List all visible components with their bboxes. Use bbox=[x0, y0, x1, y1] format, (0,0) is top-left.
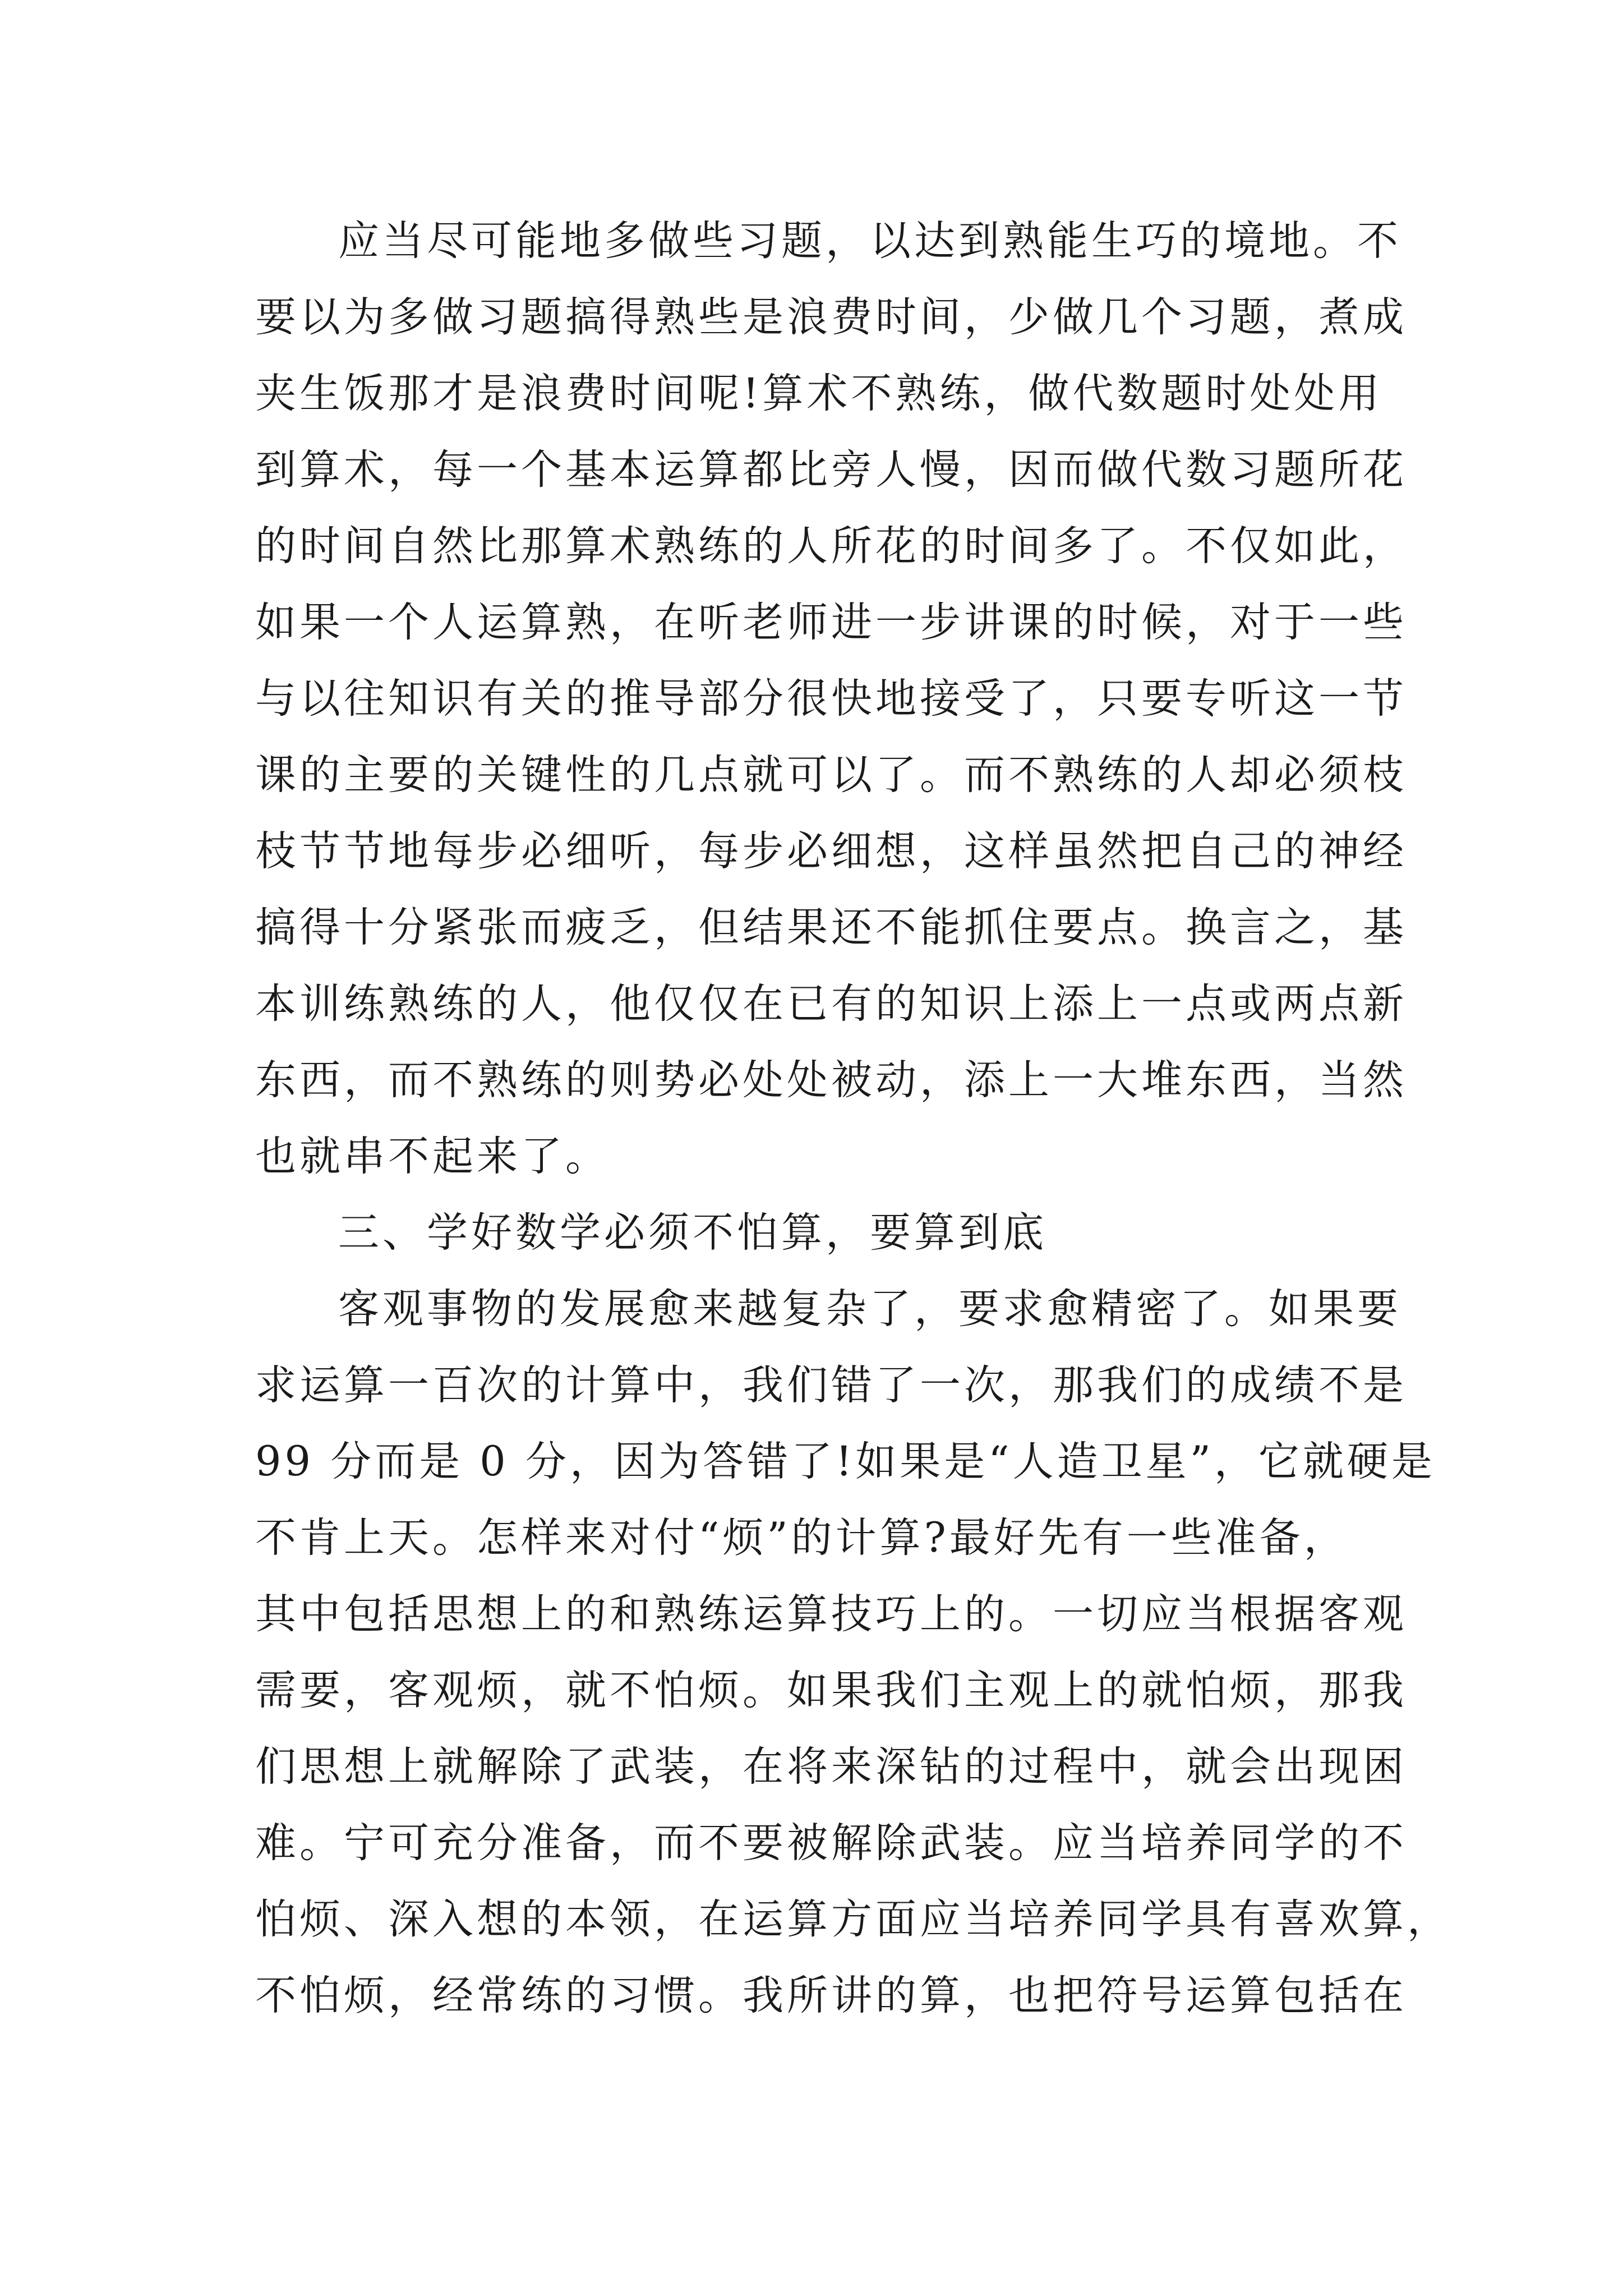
paragraph-line: 的时间自然比那算术熟练的人所花的时间多了。不仅如此， bbox=[255, 522, 1407, 570]
paragraph-line: 们思想上就解除了武装，在将来深钻的过程中，就会出现困 bbox=[255, 1743, 1407, 1791]
paragraph-line: 99 分而是 0 分，因为答错了!如果是“人造卫星”，它就硬是 bbox=[255, 1438, 1436, 1485]
paragraph-line: 如果一个人运算熟，在听老师进一步讲课的时候，对于一些 bbox=[255, 599, 1407, 646]
paragraph-line: 本训练熟练的人，他仅仅在已有的知识上添上一点或两点新 bbox=[255, 980, 1407, 1028]
paragraph-line: 要以为多做习题搞得熟些是浪费时间，少做几个习题，煮成 bbox=[255, 293, 1407, 341]
paragraph-line: 枝节节地每步必细听，每步必细想，这样虽然把自己的神经 bbox=[255, 827, 1407, 875]
section-heading: 三、学好数学必须不怕算，要算到底 bbox=[338, 1209, 1047, 1257]
paragraph-line: 到算术，每一个基本运算都比旁人慢，因而做代数习题所花 bbox=[255, 446, 1407, 494]
paragraph-line: 其中包括思想上的和熟练运算技巧上的。一切应当根据客观 bbox=[255, 1590, 1407, 1638]
paragraph-line: 搞得十分紧张而疲乏，但结果还不能抓住要点。换言之，基 bbox=[255, 904, 1407, 951]
paragraph-line: 也就串不起来了。 bbox=[255, 1133, 610, 1180]
paragraph-line: 应当尽可能地多做些习题，以达到熟能生巧的境地。不 bbox=[338, 217, 1401, 265]
paragraph-line: 难。宁可充分准备，而不要被解除武装。应当培养同学的不 bbox=[255, 1819, 1407, 1867]
paragraph-line: 客观事物的发展愈来越复杂了，要求愈精密了。如果要 bbox=[338, 1285, 1401, 1333]
paragraph-line: 与以往知识有关的推导部分很快地接受了，只要专听这一节 bbox=[255, 675, 1407, 723]
paragraph-line: 课的主要的关键性的几点就可以了。而不熟练的人却必须枝 bbox=[255, 751, 1407, 799]
paragraph-line: 不肯上天。怎样来对付“烦”的计算?最好先有一些准备， bbox=[255, 1514, 1348, 1562]
paragraph-line: 需要，客观烦，就不怕烦。如果我们主观上的就怕烦，那我 bbox=[255, 1667, 1407, 1714]
paragraph-line: 不怕烦，经常练的习惯。我所讲的算，也把符号运算包括在 bbox=[255, 1972, 1407, 2019]
paragraph-line: 怕烦、深入想的本领，在运算方面应当培养同学具有喜欢算， bbox=[255, 1895, 1451, 1943]
paragraph-line: 夹生饭那才是浪费时间呢!算术不熟练，做代数题时处处用 bbox=[255, 370, 1383, 417]
paragraph-line: 东西，而不熟练的则势必处处被动，添上一大堆东西，当然 bbox=[255, 1056, 1407, 1104]
paragraph-line: 求运算一百次的计算中，我们错了一次，那我们的成绩不是 bbox=[255, 1361, 1407, 1409]
